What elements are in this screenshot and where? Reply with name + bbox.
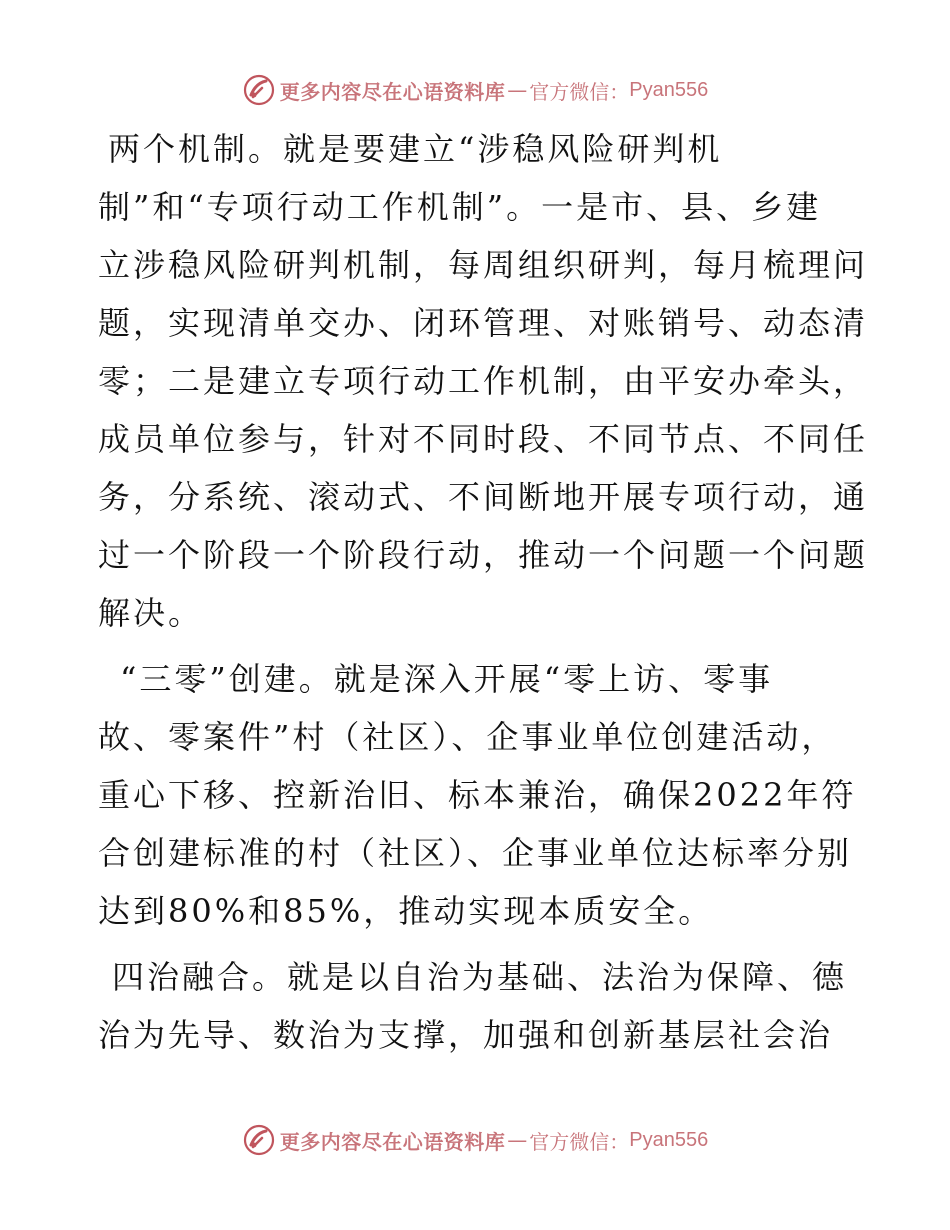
- text-line: 重心下移、控新治旧、标本兼治，确保2022年符: [98, 776, 857, 814]
- text-line: 治为先导、数治为支撑，加强和创新基层社会治: [98, 1016, 834, 1054]
- text-line: 题，实现清单交办、闭环管理、对账销号、动态清: [98, 304, 869, 342]
- hand-pen-logo-icon: [242, 1123, 276, 1157]
- text-line: 立涉稳风险研判机制，每周组织研判，每月梳理问: [98, 246, 869, 284]
- watermark-account: Pyan556: [629, 78, 709, 101]
- document-body: [98, 120, 869, 1064]
- header-watermark: [0, 70, 950, 110]
- watermark-site-text: 更多内容尽在心语资料库: [279, 1129, 506, 1154]
- paragraph-three-zeros: [98, 650, 857, 940]
- text-line: 零；二是建立专项行动工作机制，由平安办牵头，: [98, 362, 869, 400]
- text-line: 过一个阶段一个阶段行动，推动一个问题一个问题: [98, 536, 869, 574]
- watermark-separator: —: [507, 78, 528, 102]
- text-line: 务，分系统、滚动式、不间断地开展专项行动，通: [98, 478, 869, 516]
- text-line: 故、零案件”村（社区）、企事业单位创建活动，: [98, 718, 837, 756]
- paragraph-two-mechanisms: [98, 120, 869, 642]
- text-line: 成员单位参与，针对不同时段、不同节点、不同任: [98, 420, 869, 458]
- text-line: 合创建标准的村（社区）、企事业单位达标率分别: [98, 834, 853, 872]
- watermark-label: 官方微信：: [529, 79, 630, 104]
- text-line: 四治融合。就是以自治为基础、法治为保障、德: [112, 958, 848, 996]
- text-line: 两个机制。就是要建立“涉稳风险研判机: [108, 130, 723, 168]
- watermark-site-text: 更多内容尽在心语资料库: [279, 79, 506, 104]
- text-line: “三零”创建。就是深入开展“零上访、零事: [120, 660, 774, 698]
- text-line: 制”和“专项行动工作机制”。一是市、县、乡建: [98, 188, 822, 226]
- text-line: 达到80%和85%，推动实现本质安全。: [98, 892, 714, 930]
- paragraph-four-governance: [98, 948, 853, 1064]
- watermark-label: 官方微信：: [529, 1129, 630, 1154]
- watermark-separator: —: [507, 1128, 528, 1152]
- watermark-account: Pyan556: [629, 1128, 709, 1151]
- text-line: 解决。: [98, 594, 204, 632]
- hand-pen-logo-icon: [242, 73, 276, 107]
- footer-watermark: [0, 1120, 950, 1160]
